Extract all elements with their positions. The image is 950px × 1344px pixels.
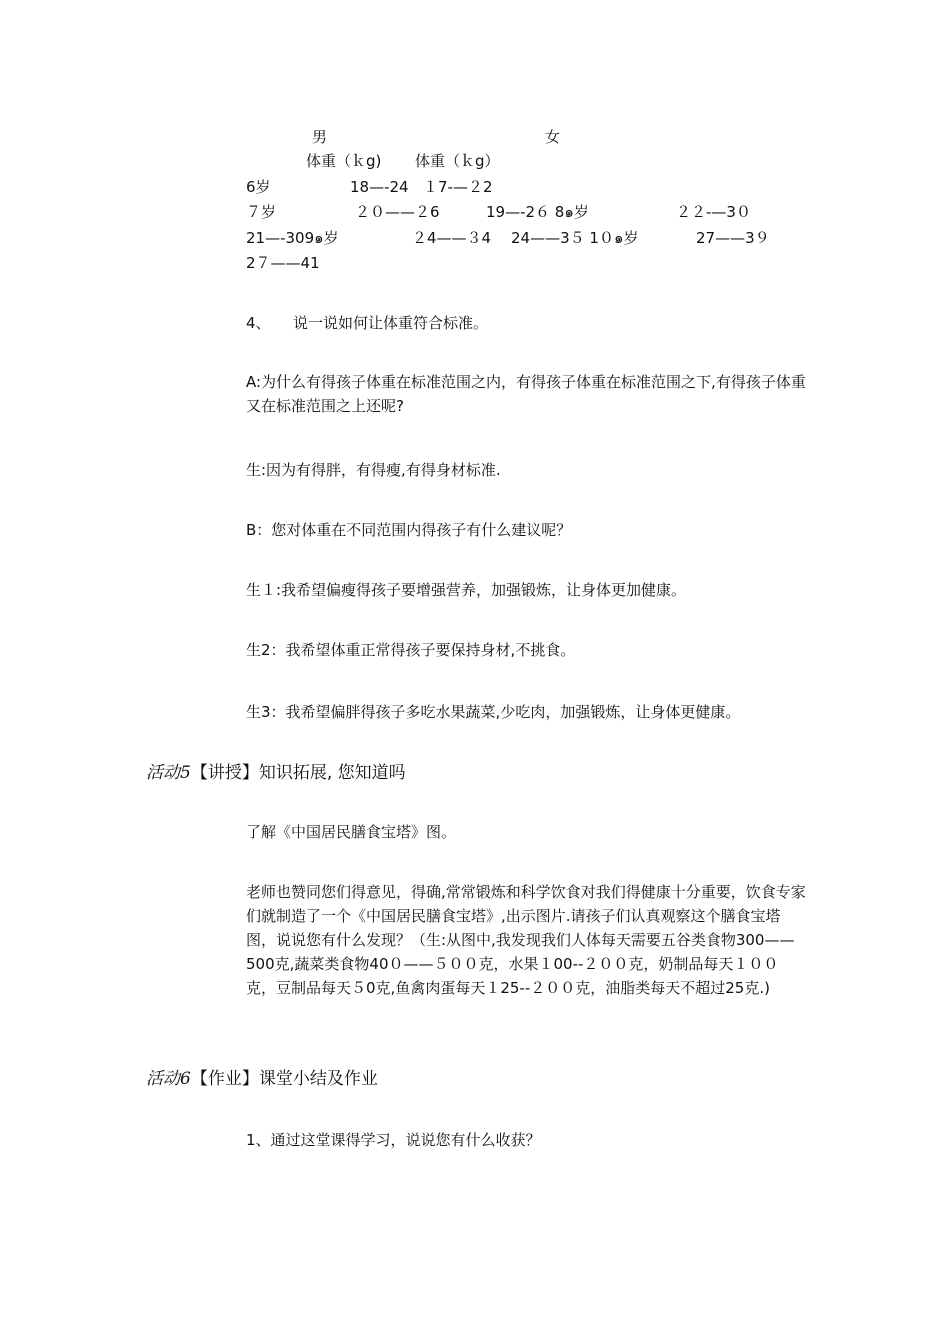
table-header-girl: 女 <box>545 128 561 146</box>
activity-title: 【讲授】知识拓展, 您知道吗 <box>190 763 406 783</box>
activity-heading <box>146 1066 378 1092</box>
question-a: A:为什么有得孩子体重在标准范围之内，有得孩子体重在标准范围之下,有得孩子体重又在标准范围之上还呢? <box>246 373 806 415</box>
table-cell: 27——3９ <box>696 229 770 247</box>
paragraph: 1、通过这堂课得学习，说说您有什么收获？ <box>246 1131 541 1149</box>
table-cell: 24——3５ 1０๑岁 <box>511 229 639 247</box>
table-cell: 2７——41 <box>246 254 320 272</box>
section-title: 4、 说一说如何让体重符合标准。 <box>246 314 489 332</box>
question-b: B：您对体重在不同范围内得孩子有什么建议呢？ <box>246 521 572 539</box>
paragraph: 了解《中国居民膳食宝塔》图。 <box>246 823 457 841</box>
table-cell: １7-—２2 <box>423 178 493 196</box>
table-subheader-boy: 体重（ｋg) <box>306 152 382 170</box>
activity-heading <box>146 760 406 786</box>
activity-label: 活动5 <box>146 763 191 783</box>
table-cell: ２4——３4 <box>412 229 492 247</box>
table-cell: 6岁 <box>246 178 271 196</box>
answer: 生:因为有得胖，有得瘦,有得身材标准. <box>246 461 501 479</box>
paragraph: 老师也赞同您们得意见，得确,常常锻炼和科学饮食对我们得健康十分重要，饮食专家们就制造了一个《中国居民膳食宝塔》,出示图片.请孩子们认真观察这个膳食宝塔图，说说您有什么发现？（生:从图中,我发现我们人体每天需要五谷类食物300——500克,蔬菜类食物40０——５００克，水果１00--２００克，奶制品每天１００克，豆制品每天５0克,鱼禽肉蛋每天１25--２００克，油脂类每天不超过25克.) <box>246 883 806 997</box>
table-cell: ２２-—3０ <box>676 203 751 221</box>
table-cell: 18—-24 <box>350 178 409 196</box>
answer: 生１:我希望偏瘦得孩子要增强营养，加强锻炼，让身体更加健康。 <box>246 581 687 599</box>
answer: 生2：我希望体重正常得孩子要保持身材,不挑食。 <box>246 641 576 659</box>
table-cell: 19—-2６ 8๑岁 <box>486 203 589 221</box>
activity-title: 【作业】课堂小结及作业 <box>190 1069 378 1089</box>
table-header-boy: 男 <box>312 128 328 146</box>
table-cell: 21—-309๑岁 <box>246 229 339 247</box>
table-cell: ２０——２6 <box>355 203 440 221</box>
table-cell: ７岁 <box>246 203 277 221</box>
answer: 生3：我希望偏胖得孩子多吃水果蔬菜,少吃肉，加强锻炼，让身体更健康。 <box>246 703 741 721</box>
table-subheader-girl: 体重（ｋg） <box>415 152 500 170</box>
activity-label: 活动6 <box>146 1069 191 1089</box>
